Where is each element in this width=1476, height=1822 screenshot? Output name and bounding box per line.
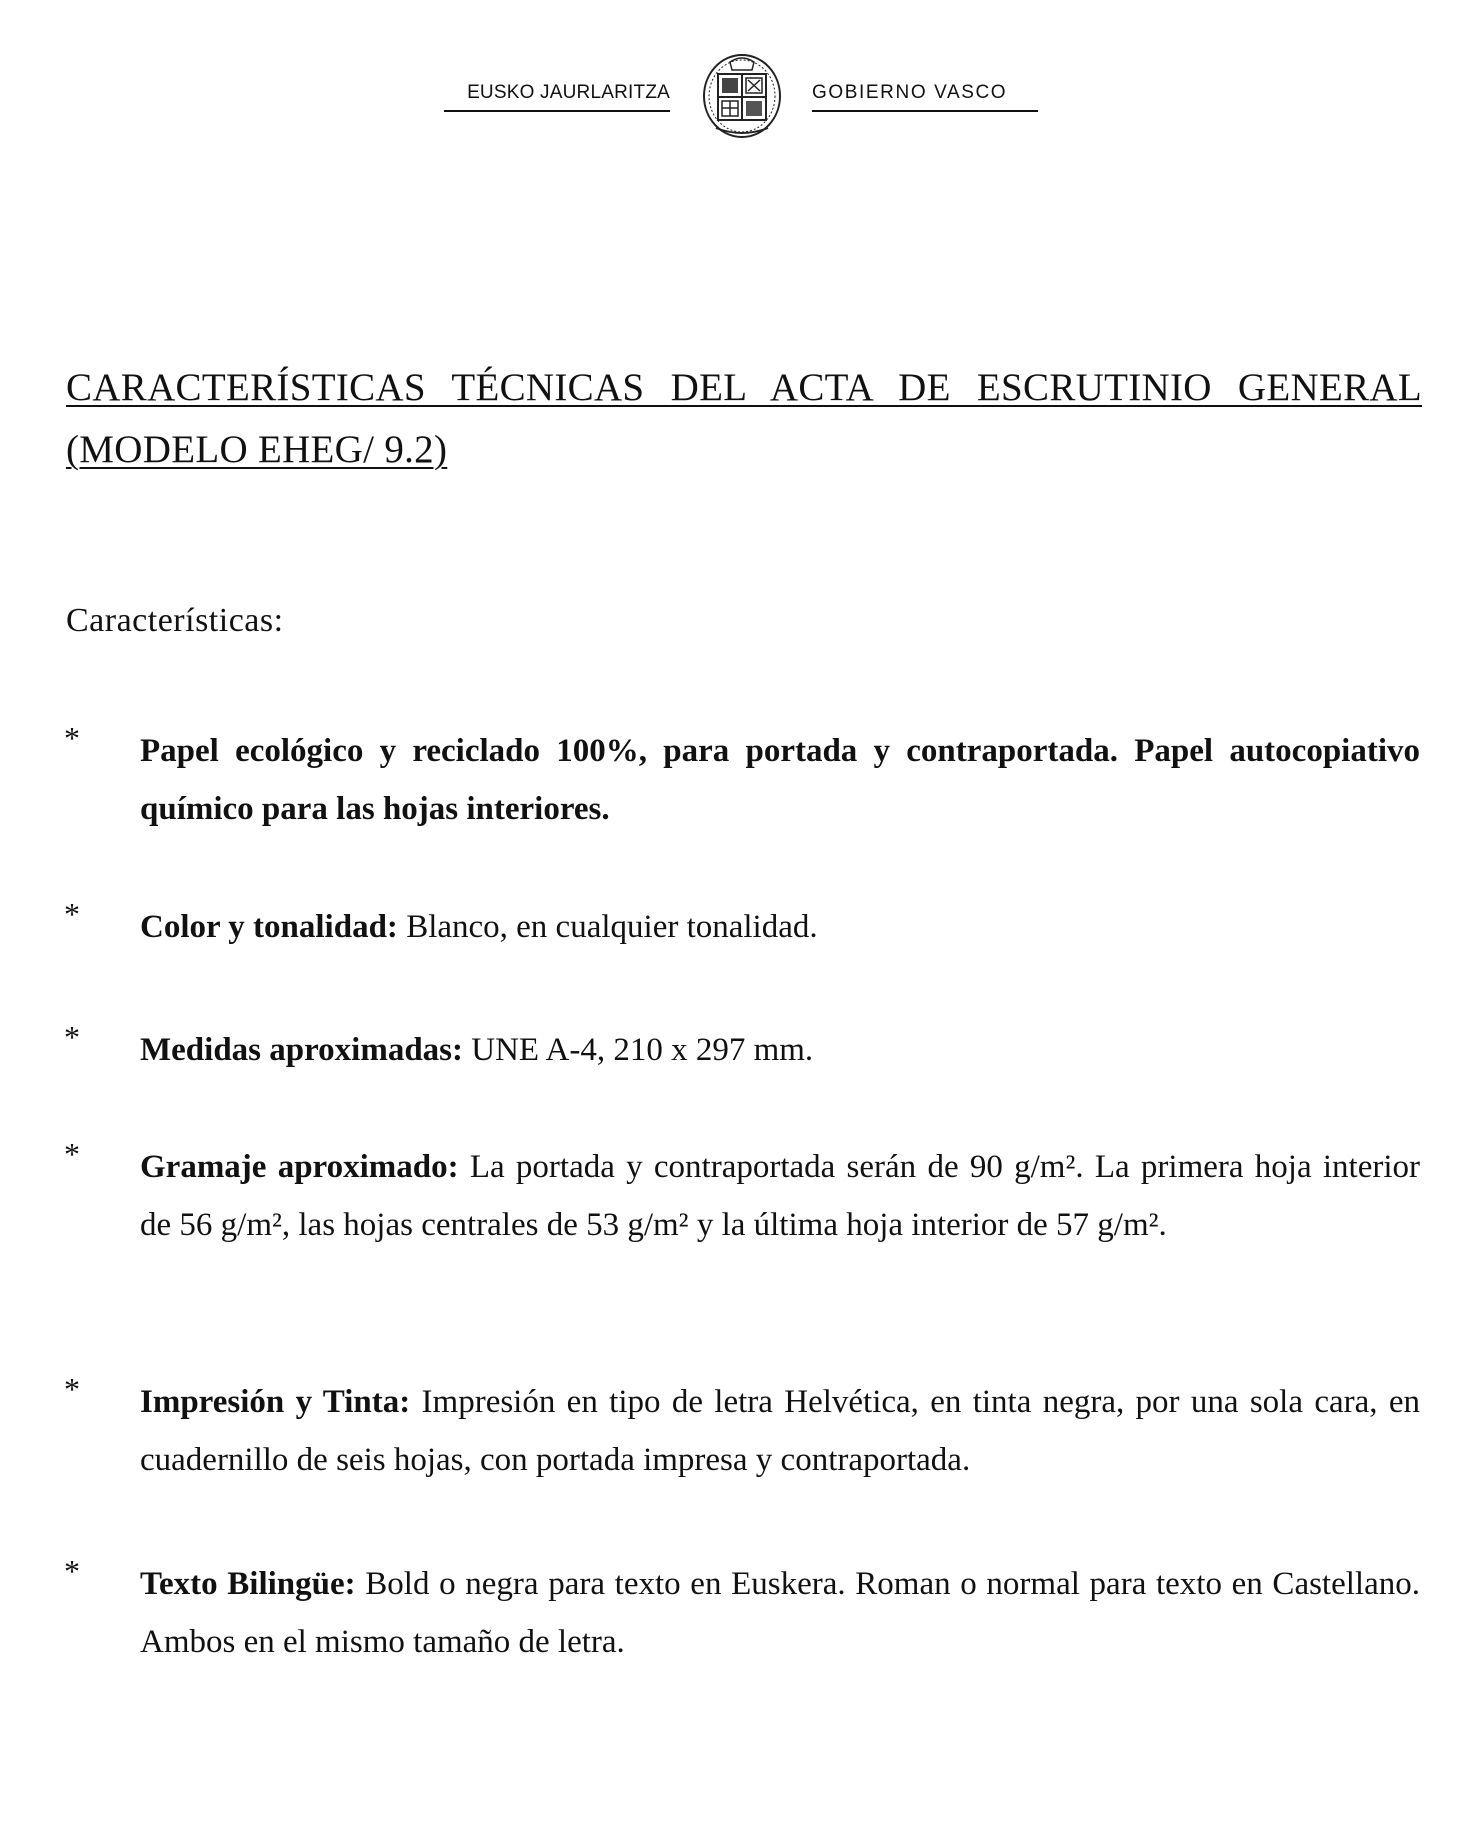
bullet-asterisk: * <box>64 1136 80 1172</box>
list-item-text <box>140 1373 1420 1489</box>
letterhead-basque-name: EUSKO JAURLARITZA <box>444 82 670 112</box>
list-item-body: La portada y contraportada serán de 90 g/m². La primera hoja interior de 56 g/m², las hojas centrales de 53 g/m² y la última hoja interior de 57 g/m². <box>140 1149 1420 1243</box>
list-item-body: Blanco, en cualquier tonalidad. <box>397 909 818 945</box>
list-item-label: Gramaje aproximado: <box>140 1149 459 1185</box>
list-item-label: Texto Bilingüe: <box>140 1566 356 1602</box>
letterhead-spanish-name: GOBIERNO VASCO <box>812 82 1038 112</box>
list-item-text <box>140 898 1420 956</box>
bullet-asterisk: * <box>64 896 80 932</box>
bullet-asterisk: * <box>64 1019 80 1055</box>
list-item-label: Medidas aproximadas: <box>140 1032 464 1068</box>
document-title <box>66 357 1422 481</box>
bullet-asterisk: * <box>64 1553 80 1589</box>
bullet-asterisk: * <box>64 1371 80 1407</box>
list-item-text <box>140 1021 1420 1079</box>
section-heading: Características: <box>66 602 284 639</box>
document-title-line-1: CARACTERÍSTICAS TÉCNICAS DEL ACTA DE ESCRUTINIO GENERAL <box>66 366 1422 409</box>
list-item-body: Impresión en tipo de letra Helvética, en tinta negra, por una sola cara, en cuadernillo de seis hojas, con portada impresa y contraportada. <box>140 1384 1420 1478</box>
coat-of-arms-icon <box>700 52 784 140</box>
list-item-body: Bold o negra para texto en Euskera. Roman o normal para texto en Castellano. Ambos en el mismo tamaño de letra. <box>140 1566 1420 1660</box>
letterhead <box>0 52 1476 142</box>
list-item-label: Impresión y Tinta: <box>140 1384 411 1420</box>
document-title-line-2: (MODELO EHEG/ 9.2) <box>66 428 448 471</box>
list-item-label: Color y tonalidad: <box>140 909 398 945</box>
list-item-text: Papel ecológico y reciclado 100%, para portada y contraportada. Papel autocopiativo químico para las hojas interiores. <box>140 733 1420 827</box>
list-item-body: UNE A-4, 210 x 297 mm. <box>463 1032 814 1068</box>
bullet-asterisk: * <box>64 720 80 756</box>
list-item-text <box>140 1555 1420 1671</box>
list-item-text <box>140 1138 1420 1254</box>
